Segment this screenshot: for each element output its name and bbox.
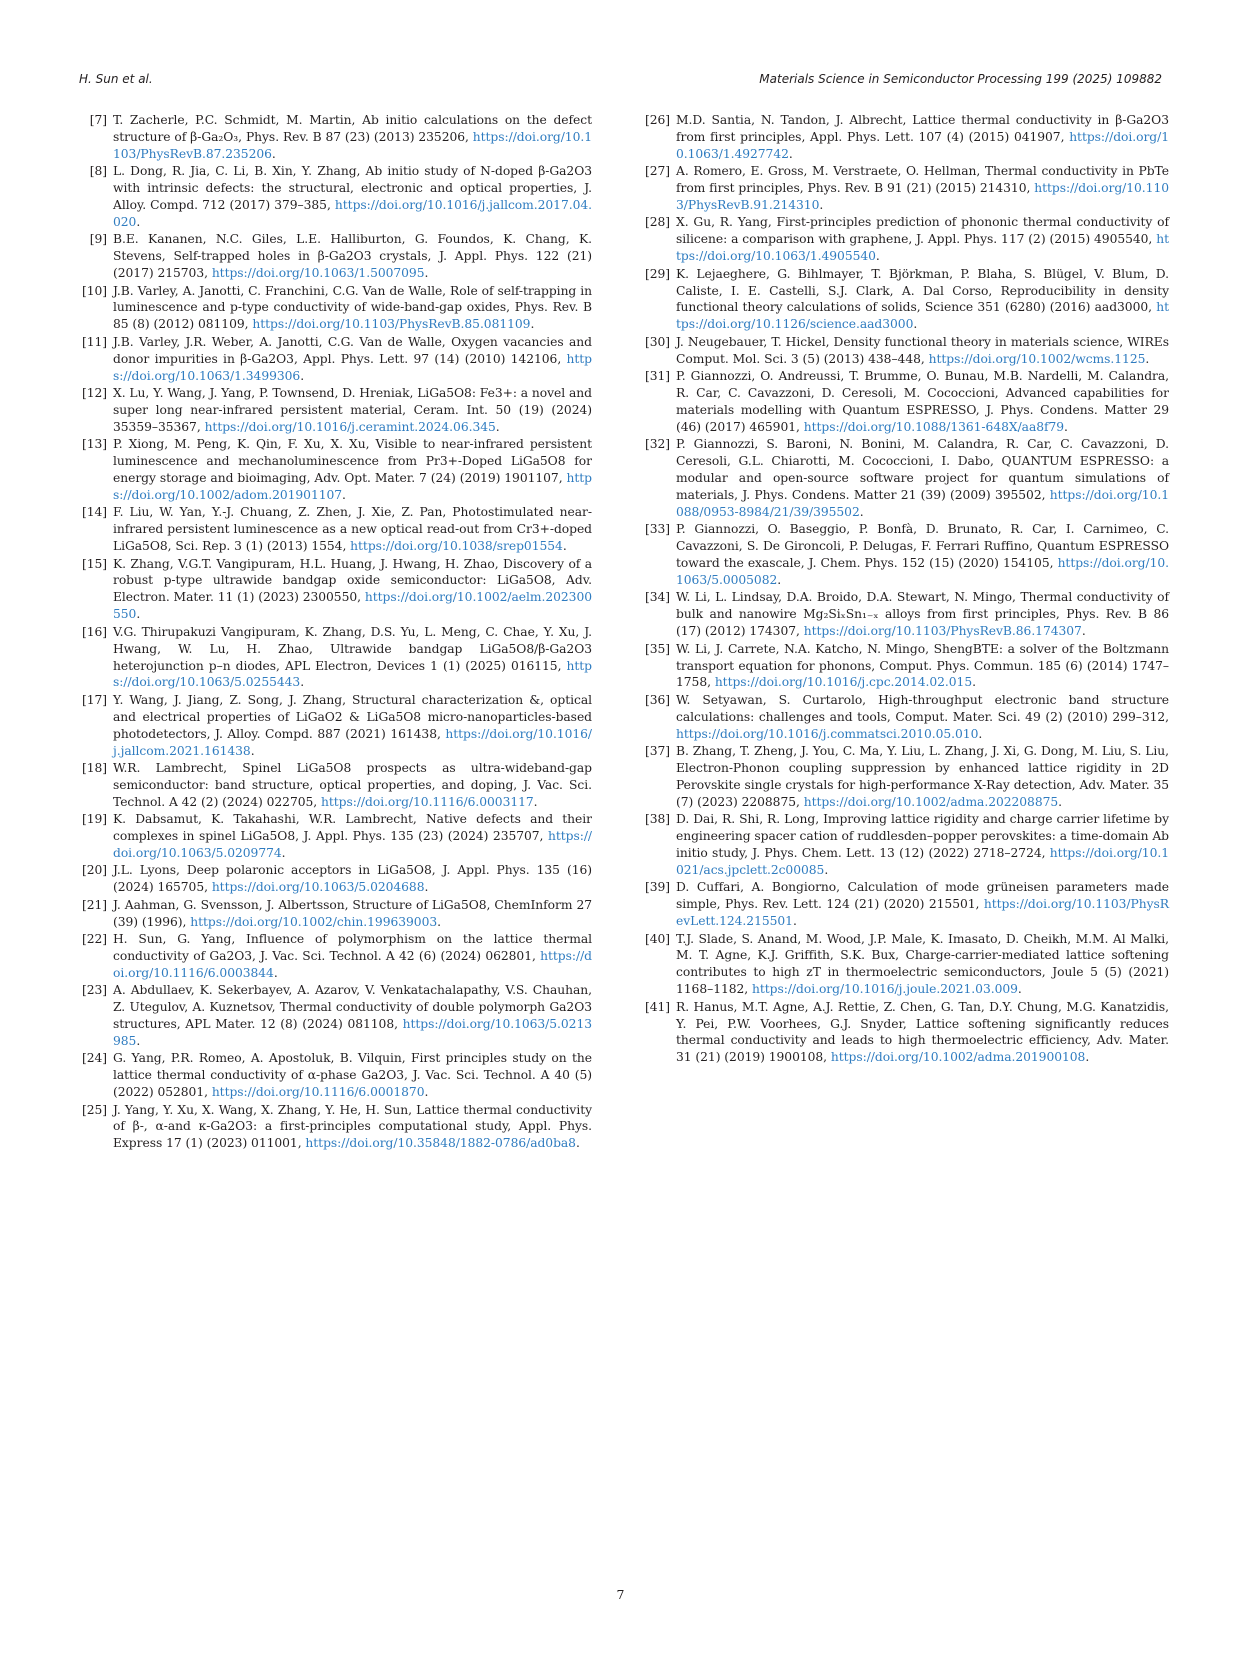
reference-doi-link[interactable]: https://doi.org/10.1016/j.jallcom.2017.04.020 [113,198,592,229]
reference-entry [642,368,1169,436]
reference-entry [79,163,592,231]
reference-number: [11] [81,334,107,349]
reference-number: [24] [81,1051,107,1066]
reference-number: [13] [81,437,107,452]
reference-entry [79,112,592,163]
reference-text: A. Abdullaev, K. Sekerbayev, A. Azarov, V. Venkatachalapathy, V.S. Chauhan, Z. Utegulov, A. Kuznetsov, Thermal conductivity of double polymorph Ga2O3 structures, APL Mater. 12 (8) (2024) 081108, [113,983,592,1032]
reference-tail: . [859,504,864,519]
reference-text: B.E. Kananen, N.C. Giles, L.E. Halliburton, G. Foundos, K. Chang, K. Stevens, Self-trapped holes in β-Ga2O3 crystals, J. Appl. Phys. 122 (21) (2017) 215703, [113,232,592,281]
reference-text: J.B. Varley, A. Janotti, C. Franchini, C.G. Van de Walle, Role of self-trapping in luminescence and p-type conductivity of wide-band-gap oxides, Phys. Rev. B 85 (8) (2012) 081109, [113,283,592,332]
reference-doi-link[interactable]: https://doi.org/10.1103/PhysRevB.87.235206 [113,129,592,161]
reference-tail: . [792,914,797,929]
reference-text: T. Zacherle, P.C. Schmidt, M. Martin, Ab initio calculations on the defect structure of β-Ga₂O₃, Phys. Rev. B 87 (23) (2013) 235206, [113,113,592,144]
running-header-journal: Materials Science in Semiconductor Processing 199 (2025) 109882 [759,72,1162,86]
reference-entry [79,1102,592,1153]
reference-tail: . [342,487,346,502]
reference-entry [79,982,592,1050]
reference-doi-link[interactable]: https://doi.org/10.1126/science.aad3000 [676,300,1169,332]
reference-doi-link[interactable]: https://doi.org/10.1021/acs.jpclett.2c00085 [676,845,1169,877]
reference-entry [642,879,1169,930]
reference-doi-link[interactable]: https://doi.org/10.1002/adma.202208875 [803,794,1059,809]
reference-number: [14] [81,505,107,520]
reference-number: [30] [644,334,670,349]
reference-text: G. Yang, P.R. Romeo, A. Apostoluk, B. Vilquin, First principles study on the lattice thermal conductivity of α-phase Ga2O3, J. Vac. Sci. Technol. A 40 (5) (2022) 052801, [113,1051,592,1100]
reference-entry [642,112,1169,163]
reference-tail: . [972,675,976,690]
reference-number: [41] [644,999,670,1014]
reference-doi-link[interactable]: https://doi.org/10.1002/adom.201901107 [113,471,592,502]
reference-number: [40] [644,931,670,946]
reference-tail: . [1085,1050,1090,1065]
reference-tail: . [530,317,535,332]
reference-tail: . [250,743,255,758]
reference-doi-link[interactable]: https://doi.org/10.1103/PhysRevB.85.081109 [252,317,531,332]
reference-doi-link[interactable]: https://doi.org/10.1063/1.5007095 [211,266,425,281]
reference-number: [32] [644,437,670,452]
reference-text: D. Cuffari, A. Bongiorno, Calculation of mode grüneisen parameters made simple, Phys. Rev. Lett. 124 (21) (2020) 215501, [676,880,1169,912]
reference-number: [36] [644,692,670,707]
reference-entry [79,231,592,282]
reference-tail: . [913,317,918,332]
reference-entry [642,589,1169,640]
reference-tail: . [136,214,141,229]
reference-text: X. Gu, R. Yang, First-principles prediction of phononic thermal conductivity of silicene: a comparison with graphene, J. Appl. Phys. 117 (2) (2015) 4905540, [676,215,1169,247]
reference-text: P. Giannozzi, O. Baseggio, P. Bonfà, D. Brunato, R. Car, I. Carnimeo, C. Cavazzoni, S. De Gironcoli, P. Delugas, F. Ferrari Ruffino, Quantum ESPRESSO toward the exascale, J. Chem. Phys. 152 (15) (2020) 154105, [676,522,1169,571]
reference-entry [79,811,592,862]
reference-text: J.B. Varley, J.R. Weber, A. Janotti, C.G. Van de Walle, Oxygen vacancies and donor impurities in β-Ga2O3, Appl. Phys. Lett. 97 (14) (2010) 142106, [113,334,592,366]
reference-entry [642,931,1169,999]
reference-entry [642,521,1169,589]
reference-doi-link[interactable]: https://doi.org/10.1063/1.4927742 [676,129,1169,161]
reference-text: P. Giannozzi, S. Baroni, N. Bonini, M. Calandra, R. Car, C. Cavazzoni, D. Ceresoli, G.L. Chiarotti, M. Cococcioni, I. Dabo, QUANTUM ESPRESSO: a modular and open-source software project for quantum simulations of materials, J. Phys. Condens. Matter 21 (39) (2009) 395502, [676,437,1169,502]
reference-doi-link[interactable]: https://doi.org/10.1016/j.ceramint.2024.06.345 [204,419,496,434]
reference-tail: . [1145,351,1150,366]
reference-doi-link[interactable]: https://doi.org/10.1063/5.0255443 [113,658,592,690]
reference-entry [79,334,592,385]
reference-number: [39] [644,880,670,895]
reference-entry [79,897,592,931]
reference-tail: . [1058,794,1063,809]
reference-doi-link[interactable]: https://doi.org/10.1063/1.4905540 [676,232,1169,264]
reference-doi-link[interactable]: https://doi.org/10.1016/j.cpc.2014.02.015 [714,675,973,690]
reference-entry [79,436,592,504]
references-column-left [79,112,592,1153]
reference-entry [642,692,1169,743]
reference-entry [79,624,592,692]
reference-number: [38] [644,812,670,827]
reference-doi-link[interactable]: https://doi.org/10.1038/srep01554 [350,539,563,554]
reference-text: P. Xiong, M. Peng, K. Qin, F. Xu, X. Xu, Visible to near-infrared persistent luminescence and mechanoluminescence from Pr3+-Doped LiGa5O8 for energy storage and bioimaging, Adv. Opt. Mater. 7 (24) (2019) 1901107, [113,437,592,486]
reference-tail: . [281,845,286,860]
reference-number: [12] [81,386,107,400]
reference-number: [10] [81,283,107,298]
reference-number: [15] [81,556,107,571]
reference-tail: . [978,726,983,741]
reference-tail: . [136,1033,141,1048]
reference-tail: . [136,607,141,622]
reference-doi-link[interactable]: https://doi.org/10.1016/j.joule.2021.03.009 [752,982,1018,997]
reference-tail: . [495,419,500,434]
reference-entry [79,504,592,555]
reference-doi-link[interactable]: https://doi.org/10.1002/adma.201900108 [830,1050,1086,1065]
reference-tail: . [424,1085,429,1100]
reference-text: F. Liu, W. Yan, Y.-J. Chuang, Z. Zhen, J. Xie, Z. Pan, Photostimulated near-infrared persistent luminescence as a new optical read-out from Cr3+-doped LiGa5O8, Sci. Rep. 3 (1) (2013) 1554, [113,505,592,554]
reference-doi-link[interactable]: https://doi.org/10.1063/5.0204688 [211,880,425,895]
reference-text: X. Lu, Y. Wang, J. Yang, P. Townsend, D. Hreniak, LiGa5O8: Fe3+: a novel and super long near-infrared persistent material, Ceram. Int. 50 (19) (2024) 35359–35367, [113,386,592,434]
reference-doi-link[interactable]: https://doi.org/10.35848/1882-0786/ad0ba8 [305,1136,576,1151]
reference-number: [33] [644,522,670,537]
reference-tail: . [300,368,305,383]
reference-entry [642,641,1169,692]
reference-text: W.R. Lambrecht, Spinel LiGa5O8 prospects as ultra-wideband-gap semiconductor: band structure, optical properties, and doping, J. Vac. Sci. Technol. A 42 (2) (2024) 022705, [113,760,592,809]
reference-text: B. Zhang, T. Zheng, J. You, C. Ma, Y. Liu, L. Zhang, J. Xi, G. Dong, M. Liu, S. Liu, Electron-Phonon coupling suppression by enhanced lattice rigidity in 2D Perovskite single crystals for high-performance X-Ray detection, Adv. Mater. 35 (7) (2023) 2208875, [676,744,1169,809]
reference-doi-link[interactable]: https://doi.org/10.1063/5.0209774 [113,829,592,860]
reference-number: [17] [81,692,107,707]
reference-number: [19] [81,812,107,827]
reference-text: M.D. Santia, N. Tandon, J. Albrecht, Lattice thermal conductivity in β-Ga2O3 from first principles, Appl. Phys. Lett. 107 (4) (2015) 041907, [676,113,1169,144]
reference-tail: . [271,146,276,161]
reference-tail: . [437,914,441,929]
reference-doi-link[interactable]: https://doi.org/10.1088/1361-648X/aa8f79 [803,419,1065,434]
reference-tail: . [424,880,429,895]
reference-doi-link[interactable]: https://doi.org/10.1088/0953-8984/21/39/395502 [676,487,1169,519]
reference-number: [27] [644,164,670,179]
reference-tail: . [788,146,793,161]
reference-tail: . [819,198,824,213]
reference-tail: . [777,572,782,587]
reference-number: [18] [81,760,107,775]
reference-entry [79,1050,592,1101]
reference-doi-link[interactable]: https://doi.org/10.1002/chin.199639003 [190,914,438,929]
reference-number: [23] [81,983,107,998]
reference-entry [642,214,1169,265]
reference-tail: . [300,675,305,690]
reference-tail: . [562,539,567,554]
reference-text: J. Aahman, G. Svensson, J. Albertsson, Structure of LiGa5O8, ChemInform 27 (39) (1996), [113,897,592,929]
reference-entry [642,266,1169,334]
reference-doi-link[interactable]: https://doi.org/10.1116/6.0003844 [113,948,592,980]
reference-entry [642,999,1169,1067]
reference-number: [9] [89,232,107,247]
reference-number: [34] [644,590,670,605]
reference-text: Y. Wang, J. Jiang, Z. Song, J. Zhang, Structural characterization &, optical and electrical properties of LiGaO2 & LiGa5O8 micro-nanoparticles-based photodetectors, J. Alloy. Compd. 887 (2021) 161438, [113,692,592,741]
reference-number: [20] [81,863,107,878]
reference-tail: . [424,266,429,281]
reference-tail: . [875,249,880,264]
reference-doi-link[interactable]: https://doi.org/10.1103/PhysRevB.91.214310 [676,181,1169,213]
reference-text: W. Li, J. Carrete, N.A. Katcho, N. Mingo, ShengBTE: a solver of the Boltzmann transport equation for phonons, Comput. Phys. Commun. 185 (6) (2014) 1747–1758, [676,641,1169,690]
reference-doi-link[interactable]: https://doi.org/10.1016/j.commatsci.2010.05.010 [676,726,979,741]
reference-number: [29] [644,266,670,281]
reference-entry [79,931,592,982]
reference-entry [642,436,1169,521]
reference-entry [642,811,1169,879]
reference-text: K. Zhang, V.G.T. Vangipuram, H.L. Huang, J. Hwang, H. Zhao, Discovery of a robust p-type ultrawide bandgap oxide semiconductor: LiGa5O8, Adv. Electron. Mater. 11 (1) (2023) 2300550, [113,556,592,605]
reference-entry [79,283,592,334]
reference-doi-link[interactable]: https://doi.org/10.1116/6.0003117 [321,794,534,809]
reference-entry [642,743,1169,811]
reference-text: K. Lejaeghere, G. Bihlmayer, T. Björkman, P. Blaha, S. Blügel, V. Blum, D. Caliste, I. E. Castelli, S.J. Clark, A. Dal Corso, Reproducibility in density functional theory calculations of solids, Science 351 (6280) (2016) aad3000, [676,266,1169,315]
reference-number: [25] [81,1102,107,1117]
reference-entry [79,862,592,896]
reference-text: V.G. Thirupakuzi Vangipuram, K. Zhang, D.S. Yu, L. Meng, C. Chae, Y. Xu, J. Hwang, W. Lu, H. Zhao, Ultrawide bandgap LiGa5O8/β-Ga2O3 heterojunction p–n diodes, APL Electron, Devices 1 (1) (2025) 016115, [113,624,592,673]
reference-text: T.J. Slade, S. Anand, M. Wood, J.P. Male, K. Imasato, D. Cheikh, M.M. Al Malki, M. T. Agne, K.J. Griffith, S.K. Bux, Charge-carrier-mediated lattice softening contributes to high zT in thermoelectric semiconductors, Joule 5 (5) (2021) 1168–1182, [676,931,1169,997]
reference-text: J.L. Lyons, Deep polaronic acceptors in LiGa5O8, J. Appl. Phys. 135 (16) (2024) 165705, [113,863,592,895]
reference-tail: . [273,965,278,980]
reference-text: W. Li, L. Lindsay, D.A. Broido, D.A. Stewart, N. Mingo, Thermal conductivity of bulk and nanowire Mg₂SiₓSn₁₋ₓ alloys from first principles, Phys. Rev. B 86 (17) (2012) 174307, [676,590,1169,639]
reference-tail: . [1081,624,1086,639]
reference-entry [642,334,1169,368]
reference-entry [79,692,592,760]
reference-tail: . [533,794,538,809]
reference-text: J. Yang, Y. Xu, X. Wang, X. Zhang, Y. He, H. Sun, Lattice thermal conductivity of β-, α-and κ-Ga2O3: a first-principles computational study, Appl. Phys. Express 17 (1) (2023) 011001, [113,1102,592,1151]
reference-doi-link[interactable]: https://doi.org/10.1002/aelm.202300550 [113,590,592,622]
reference-number: [22] [81,932,107,946]
reference-tail: . [1064,419,1068,434]
reference-text: L. Dong, R. Jia, C. Li, B. Xin, Y. Zhang, Ab initio study of N-doped β-Ga2O3 with intrinsic defects: the structural, electronic and optical properties, J. Alloy. Compd. 712 (2017) 379–385, [113,164,592,213]
page-number: 7 [616,1587,625,1602]
reference-number: [16] [81,624,107,639]
reference-doi-link[interactable]: https://doi.org/10.1016/j.jallcom.2021.161438 [113,726,592,758]
reference-entry [642,163,1169,214]
reference-doi-link[interactable]: https://doi.org/10.1063/5.0213985 [113,1017,592,1048]
reference-doi-link[interactable]: https://doi.org/10.1002/wcms.1125 [928,351,1146,366]
reference-number: [26] [644,113,670,127]
reference-text: A. Romero, E. Gross, M. Verstraete, O. Hellman, Thermal conductivity in PbTe from first principles, Phys. Rev. B 91 (21) (2015) 214310, [676,164,1169,196]
reference-text: J. Neugebauer, T. Hickel, Density functional theory in materials science, WIREs Comput. Mol. Sci. 3 (5) (2013) 438–448, [676,334,1169,366]
reference-number: [21] [81,897,107,912]
reference-text: R. Hanus, M.T. Agne, A.J. Rettie, Z. Chen, G. Tan, D.Y. Chung, M.G. Kanatzidis, Y. Pei, P.W. Voorhees, G.J. Snyder, Lattice softening significantly reduces thermal conductivity and leads to high thermoelectric efficiency, Adv. Mater. 31 (21) (2019) 1900108, [676,999,1169,1065]
reference-number: [35] [644,641,670,656]
reference-text: D. Dai, R. Shi, R. Long, Improving lattice rigidity and charge carrier lifetime by engineering spacer cation of ruddlesden–popper perovskites: a time-domain Ab initio study, J. Phys. Chem. Lett. 13 (12) (2022) 2718–2724, [676,812,1169,860]
reference-tail: . [575,1136,580,1151]
reference-entry [79,385,592,436]
reference-tail: . [1017,982,1022,997]
reference-number: [8] [89,164,107,179]
reference-number: [28] [644,215,670,230]
reference-tail: . [824,862,829,877]
reference-doi-link[interactable]: https://doi.org/10.1063/5.0005082 [676,556,1169,587]
reference-text: K. Dabsamut, K. Takahashi, W.R. Lambrecht, Native defects and their complexes in spinel LiGa5O8, J. Appl. Phys. 135 (23) (2024) 235707, [113,812,592,844]
reference-number: [37] [644,744,670,759]
reference-doi-link[interactable]: https://doi.org/10.1103/PhysRevB.86.174307 [803,624,1082,639]
reference-number: [7] [89,113,107,127]
reference-entry [79,556,592,624]
reference-text: H. Sun, G. Yang, Influence of polymorphism on the lattice thermal conductivity of Ga2O3, J. Vac. Sci. Technol. A 42 (6) (2024) 062801, [113,932,592,963]
reference-doi-link[interactable]: https://doi.org/10.1103/PhysRevLett.124.215501 [676,897,1169,929]
reference-text: P. Giannozzi, O. Andreussi, T. Brumme, O. Bunau, M.B. Nardelli, M. Calandra, R. Car, C. Cavazzoni, D. Ceresoli, M. Cococcioni, Advanced capabilities for materials modelling with Quantum ESPRESSO, J. Phys. Condens. Matter 29 (46) (2017) 465901, [676,369,1169,434]
running-header-authors: H. Sun et al. [79,72,153,86]
reference-doi-link[interactable]: https://doi.org/10.1116/6.0001870 [211,1085,425,1100]
reference-entry [79,760,592,811]
reference-doi-link[interactable]: https://doi.org/10.1063/1.3499306 [113,351,592,383]
reference-number: [31] [644,369,670,384]
reference-text: W. Setyawan, S. Curtarolo, High-throughput electronic band structure calculations: challenges and tools, Comput. Mater. Sci. 49 (2) (2010) 299–312, [676,692,1169,724]
references-column-right [642,112,1169,1067]
